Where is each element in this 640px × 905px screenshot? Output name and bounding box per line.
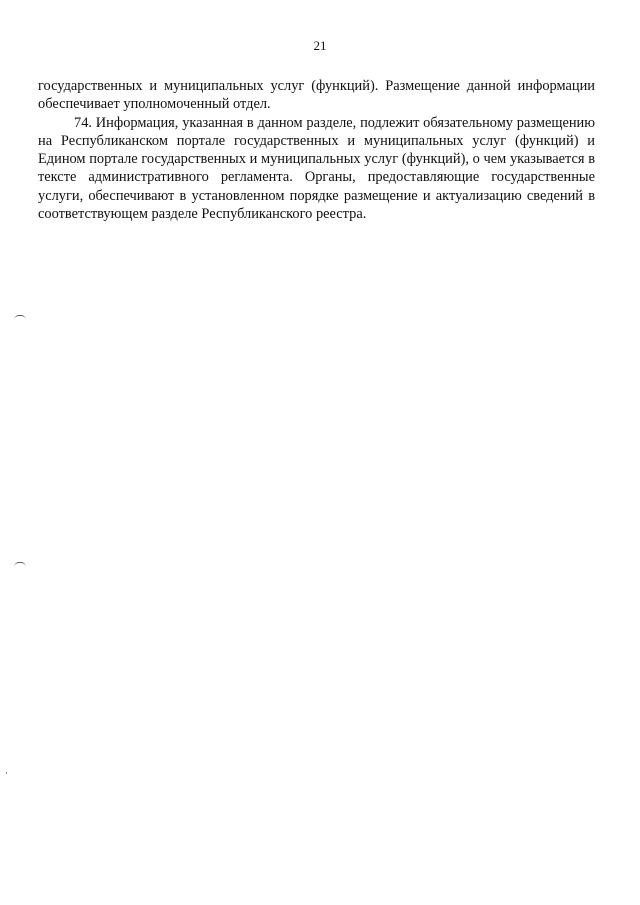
scan-hole-mark-upper — [14, 315, 26, 320]
scan-speck — [6, 772, 7, 774]
scan-hole-mark-lower — [14, 562, 26, 567]
page-number: 21 — [313, 38, 327, 53]
paragraph-74: 74. Информация, указанная в данном разделе, подлежит обязательному размещению на Республиканском портале государственных и муниципальных услуг (функций) и Едином портале государственных и муниципальных услуг (функций), о чем указывается в тексте административного регламента. Органы, предоставляющие государственные услуги, обеспечивают в установленном порядке размещение и актуализацию сведений в соответствующем разделе Республиканского реестра. — [38, 114, 595, 223]
document-body — [38, 77, 595, 223]
paragraph-continuation: государственных и муниципальных услуг (функций). Размещение данной информации обеспечивает уполномоченный отдел. — [38, 78, 595, 113]
